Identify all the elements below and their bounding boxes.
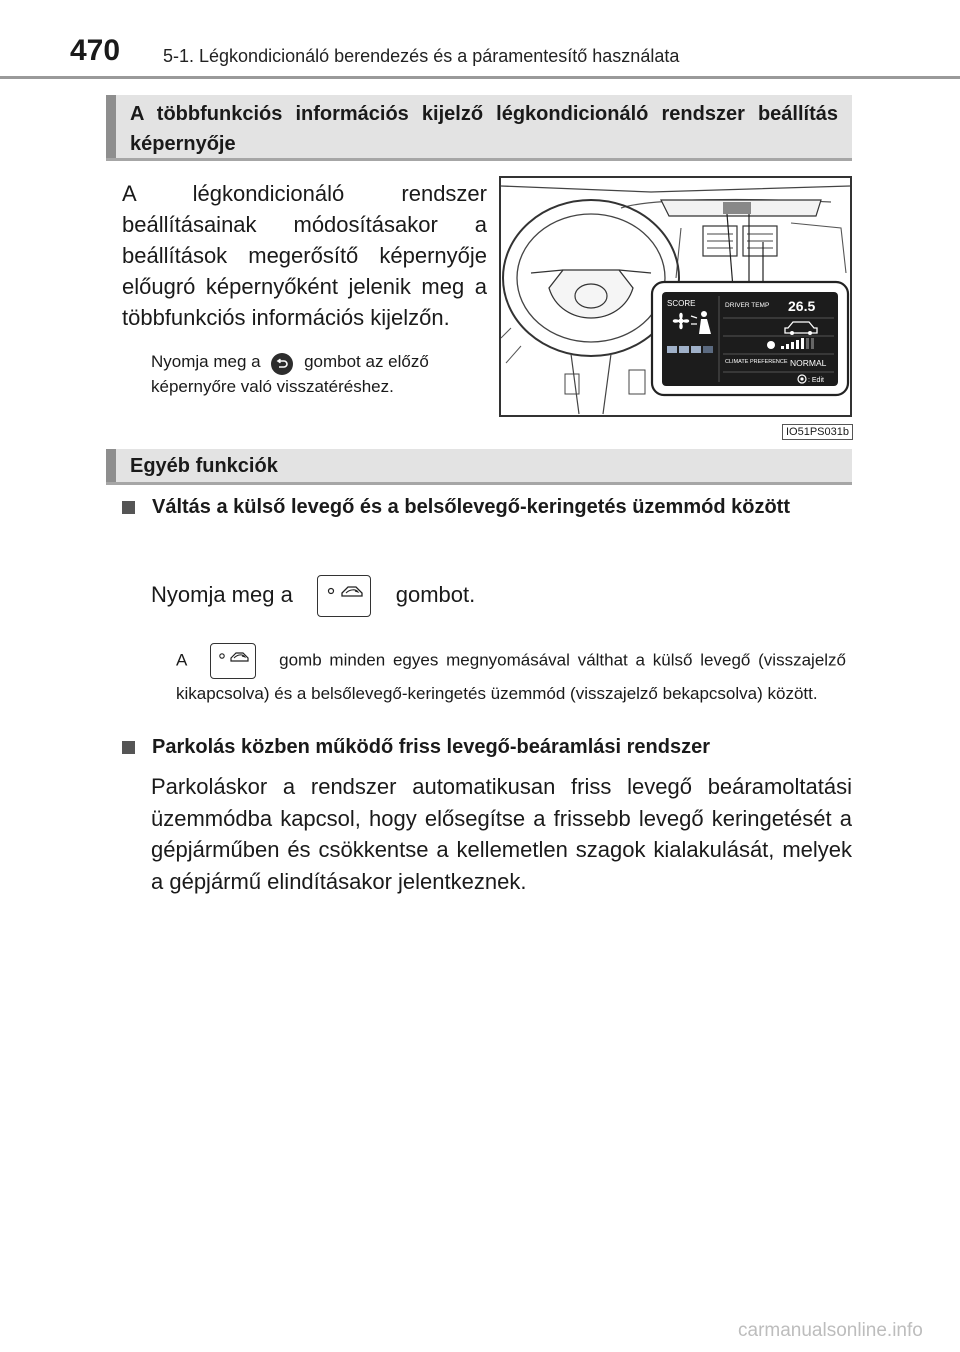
press-text-after: gombot. (395, 582, 476, 607)
bullet-square-icon (122, 501, 135, 514)
back-button-icon (271, 353, 293, 375)
settings-paragraph: A légkondicionáló rendszer beállításainak módosításakor a beállítások megerősítő képernyője előugró képernyőként jelenik meg a többfunkciós információs kijelzőn. (122, 181, 487, 330)
recirculation-button-icon (317, 575, 371, 617)
display-climate-pref-label: CLIMATE PREFERENCE (725, 359, 788, 365)
note-text-before: A (176, 650, 187, 670)
display-temp-value: 26.5 (788, 298, 816, 314)
note-text-before: Nyomja meg a (151, 352, 261, 371)
recirculation-note (176, 643, 846, 708)
press-instruction (151, 573, 475, 617)
bullet-heading-text: Parkolás közben működő friss levegő-beáramlási rendszer (152, 736, 710, 758)
back-button-note (151, 350, 487, 399)
watermark: carmanualsonline.info (738, 1320, 923, 1341)
dashboard-illustration (499, 176, 852, 417)
illustration-code: IO51PS031b (782, 424, 853, 440)
display-edit-label: : Edit (808, 377, 824, 384)
section-heading-display-settings (106, 95, 852, 161)
dashboard-drawing (501, 178, 850, 415)
bullet-heading-text: Váltás a külső levegő és a belsőlevegő-keringetés üzemmód között (152, 496, 790, 518)
recirculation-button-icon (210, 643, 256, 679)
display-score-label: SCORE (667, 299, 696, 308)
header-rule (0, 76, 960, 79)
parking-fresh-air-paragraph: Parkoláskor a rendszer automatikusan friss levegő beáramoltatási üzemmódba kapcsol, hogy elősegítse a frissebb levegő keringetését a gépjárműben és csökkentse a kellemetlen szagok kialakulását, melyek a gépjármű elindításakor jelentkeznek. (151, 774, 852, 894)
section-heading-text: Egyéb funkciók (130, 455, 278, 477)
section-heading-other-functions (106, 449, 852, 485)
note-text-after: gombot az előző képernyőre való visszatéréshez. (151, 352, 429, 396)
press-text-before: Nyomja meg a (151, 582, 293, 607)
bullet-heading-air-mode (122, 492, 852, 522)
display-mode-value: NORMAL (790, 358, 827, 368)
note-text-after: gomb minden egyes megnyomásával válthat a külső levegő (visszajelző kikapcsolva) és a belsőlevegő-keringetés üzemmód (visszajelző bekapcsolva) között. (176, 650, 847, 703)
bullet-square-icon (122, 741, 135, 754)
running-head: 5-1. Légkondicionáló berendezés és a páramentesítő használata (163, 46, 680, 66)
display-driver-temp-label: DRIVER TEMP (725, 302, 770, 309)
page-number: 470 (70, 34, 121, 67)
bullet-heading-parking-fresh-air (122, 732, 852, 762)
section-heading-text: A többfunkciós információs kijelző légkondicionáló rendszer beállítás képernyője (130, 103, 838, 155)
